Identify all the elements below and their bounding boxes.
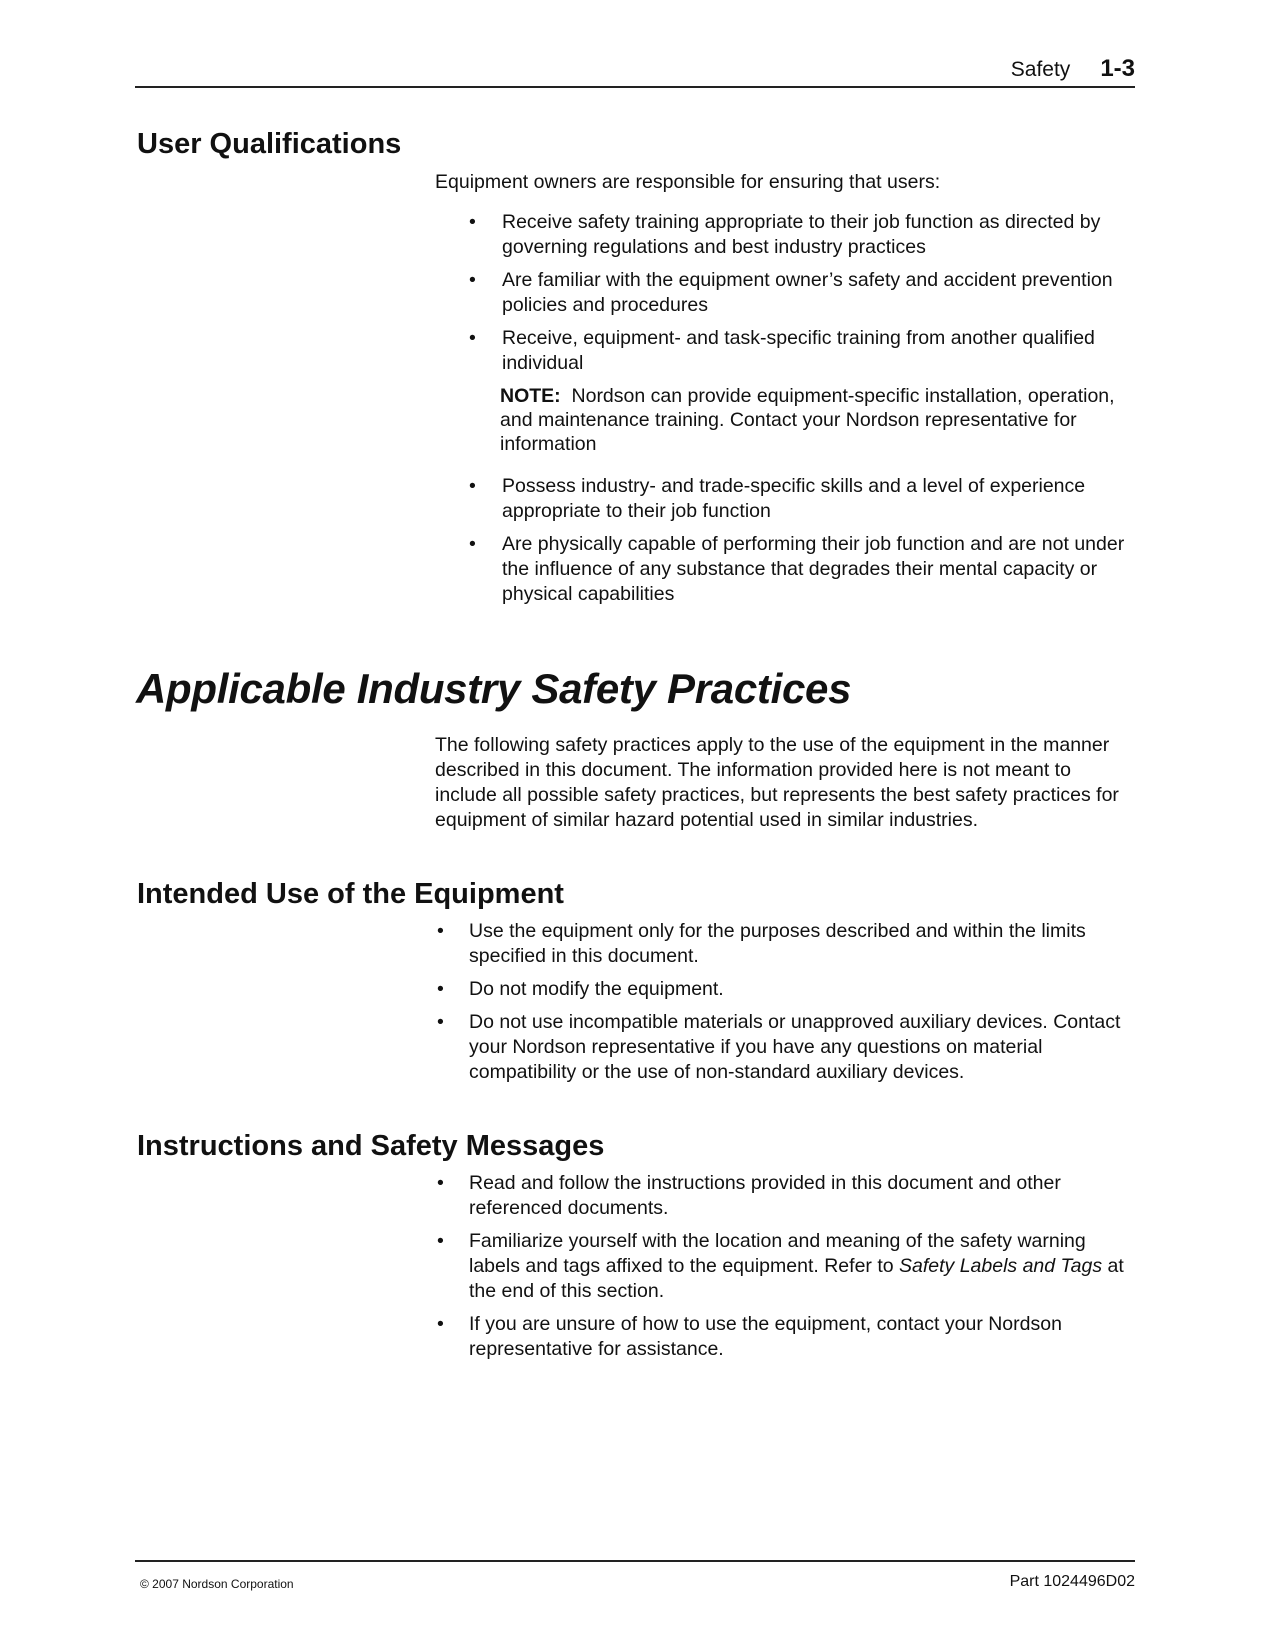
- list-item: • Possess industry- and trade-specific skills and a level of experience appropriate to their job function: [469, 475, 1086, 522]
- list-item: • Do not use incompatible materials or unapproved auxiliary devices. Contact your Nordson representative if you have any questions on material compatibility or the use of non-standard auxiliary devices.: [437, 1011, 1121, 1083]
- page-header: [1011, 55, 1135, 83]
- intro-text: Equipment owners are responsible for ensuring that users:: [435, 171, 941, 193]
- user-qualifications-body: [435, 170, 1135, 615]
- heading-applicable-practices: Applicable Industry Safety Practices: [136, 665, 852, 712]
- practices-paragraph: The following safety practices apply to the use of the equipment in the manner described in this document. The information provided here is not meant to include all possible safety practices, but represents the best safety practices for equipment of similar hazard potential used in similar industries.: [435, 734, 1119, 831]
- bullet-icon: •: [437, 1313, 444, 1335]
- bullet-icon: •: [469, 269, 476, 291]
- list-item: • Are physically capable of performing their job function and are not under the influence of any substance that degrades their mental capacity or physical capabilities: [469, 533, 1125, 605]
- list-item: • Receive, equipment- and task-specific training from another qualified individual: [469, 327, 1095, 374]
- note-box: [435, 384, 1135, 456]
- list-item: • Use the equipment only for the purposes described and within the limits specified in this document.: [437, 920, 1086, 967]
- footer-part-number: Part 1024496D02: [1009, 1573, 1135, 1590]
- list-item: • If you are unsure of how to use the equipment, contact your Nordson representative for assistance.: [437, 1313, 1062, 1360]
- bullet-icon: •: [469, 327, 476, 349]
- list-item: • Familiarize yourself with the location and meaning of the safety warning labels and tags affixed to the equipment. Refer to Safety Labels and Tags at the end of this section.: [437, 1230, 1124, 1302]
- bullet-icon: •: [437, 920, 444, 942]
- bullet-icon: •: [437, 1230, 444, 1252]
- list-item: • Receive safety training appropriate to their job function as directed by governing regulations and best industry practices: [469, 211, 1101, 258]
- instructions-body: [435, 1171, 1135, 1370]
- intended-use-body: [435, 919, 1135, 1093]
- footer-rule: [135, 1560, 1135, 1562]
- bullet-icon: •: [437, 1011, 444, 1033]
- note-label: NOTE:: [500, 385, 561, 407]
- bullet-icon: •: [469, 475, 476, 497]
- header-section: Safety: [1010, 58, 1071, 81]
- bullet-icon: •: [469, 211, 476, 233]
- list-item: • Are familiar with the equipment owner’s safety and accident prevention policies and procedures: [469, 269, 1113, 316]
- applicable-practices-body: [435, 733, 1135, 833]
- bullet-icon: •: [437, 978, 444, 1000]
- list-item: • Do not modify the equipment.: [437, 978, 724, 1000]
- heading-intended-use: Intended Use of the Equipment: [137, 878, 564, 910]
- bullet-icon: •: [437, 1172, 444, 1194]
- bullet-icon: •: [469, 533, 476, 555]
- footer-copyright: © 2007 Nordson Corporation: [140, 1577, 294, 1591]
- header-rule: [135, 86, 1135, 88]
- heading-instructions: Instructions and Safety Messages: [137, 1130, 605, 1162]
- reference-link-text: Safety Labels and Tags: [899, 1255, 1103, 1277]
- page-number: 1-3: [1100, 55, 1135, 82]
- list-item: • Read and follow the instructions provided in this document and other referenced documents.: [437, 1172, 1061, 1219]
- note-text: Nordson can provide equipment-specific installation, operation, and maintenance training. Contact your Nordson representative for information: [500, 385, 1115, 455]
- heading-user-qualifications: User Qualifications: [137, 128, 402, 160]
